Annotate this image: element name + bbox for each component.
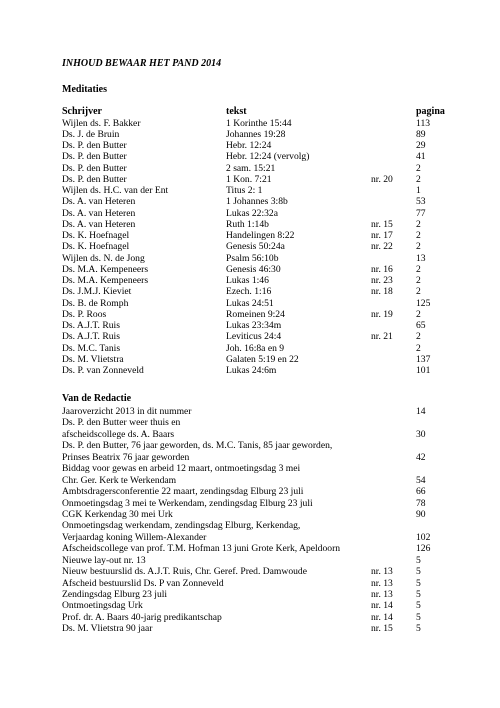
column-header-tekst: tekst	[226, 106, 247, 117]
author-cell: Ds. J.M.J. Kieviet	[62, 286, 132, 298]
item-title: Ds. P. den Butter weer thuis en	[62, 417, 181, 429]
page-cell: 2	[416, 331, 421, 343]
scripture-cell: Lukas 24:6m	[226, 365, 277, 376]
issue-number-cell: nr. 14	[371, 600, 393, 612]
item-title: Verjaardag koning Willem-Alexander	[62, 531, 207, 543]
redactie-row	[62, 532, 462, 543]
scripture-cell: Titus 2: 1	[226, 185, 263, 196]
author-cell: Ds. P. van Zonneveld	[62, 365, 144, 376]
page-cell: 2	[416, 162, 421, 174]
item-title: Ontmoetingsdag Urk	[62, 600, 143, 612]
meditatie-row	[62, 253, 462, 264]
meditatie-row	[62, 275, 462, 286]
scripture-cell: Genesis 50:24a	[226, 241, 285, 253]
page-cell: 5	[416, 600, 421, 612]
scripture-cell: 1 Kon. 7:21	[226, 173, 272, 185]
issue-number-cell: nr. 15	[371, 218, 393, 230]
meditatie-row	[62, 140, 462, 151]
author-cell: Ds. M.C. Tanis	[62, 342, 121, 354]
page-cell: 42	[416, 451, 426, 463]
issue-number-cell: nr. 16	[371, 263, 393, 275]
meditatie-row	[62, 196, 462, 207]
page-cell: 113	[416, 117, 431, 129]
redactie-row	[62, 600, 462, 611]
page-cell: 2	[416, 218, 421, 230]
item-title: Ds. M. Vlietstra 90 jaar	[62, 623, 153, 635]
author-cell: Ds. K. Hoefnagel	[62, 241, 130, 253]
author-cell: Wijlen ds. N. de Jong	[62, 252, 145, 264]
meditatie-row	[62, 343, 462, 354]
meditatie-row	[62, 241, 462, 252]
redactie-row	[62, 498, 462, 509]
item-title: Biddag voor gewas en arbeid 12 maart, ontmoetingsdag 3 mei	[62, 463, 301, 475]
redactie-rows	[62, 406, 462, 635]
author-cell: Ds. A. van Heteren	[62, 196, 136, 208]
redactie-row	[62, 566, 462, 577]
scripture-cell: Galaten 5:19 en 22	[226, 353, 299, 365]
redactie-row	[62, 475, 462, 486]
redactie-row	[62, 406, 462, 417]
scripture-cell: Romeinen 9:24	[226, 308, 285, 320]
meditatie-row	[62, 298, 462, 309]
scripture-cell: Hebr. 12:24 (vervolg)	[226, 151, 310, 163]
page-cell: 2	[416, 241, 421, 253]
meditatie-row	[62, 264, 462, 275]
page-cell: 1	[416, 185, 421, 196]
issue-number-cell: nr. 18	[371, 286, 393, 298]
page-cell: 125	[416, 297, 431, 309]
scripture-cell: 1 Johannes 3:8b	[226, 196, 288, 208]
scripture-cell: Joh. 16:8a en 9	[226, 342, 285, 354]
redactie-row	[62, 555, 462, 566]
author-cell: Ds. J. de Bruin	[62, 128, 120, 140]
page-cell: 41	[416, 151, 426, 163]
page-cell: 66	[416, 486, 426, 498]
meditatie-row	[62, 151, 462, 162]
page-cell: 90	[416, 508, 426, 520]
scripture-cell: Johannes 19:28	[226, 128, 286, 140]
meditatie-row	[62, 208, 462, 219]
item-title: afscheidscollege ds. A. Baars	[62, 428, 175, 440]
author-cell: Ds. A. van Heteren	[62, 218, 136, 230]
document-title: INHOUD BEWAAR HET PAND 2014	[62, 58, 222, 69]
page-cell: 30	[416, 428, 426, 440]
issue-number-cell: nr. 13	[371, 566, 393, 578]
table-header-row	[62, 106, 462, 118]
section-heading-redactie: Van de Redactie	[62, 393, 132, 404]
issue-number-cell: nr. 21	[371, 331, 393, 343]
item-title: Nieuwe lay-out nr. 13	[62, 554, 146, 566]
scripture-cell: Hebr. 12:24	[226, 140, 272, 151]
redactie-row	[62, 543, 462, 554]
page-cell: 2	[416, 173, 421, 185]
issue-number-cell: nr. 13	[371, 577, 393, 589]
item-title: Jaaroverzicht 2013 in dit nummer	[62, 406, 192, 417]
author-cell: Ds. P. den Butter	[62, 151, 127, 163]
page-cell: 2	[416, 308, 421, 320]
item-title: Chr. Ger. Kerk te Werkendam	[62, 474, 177, 486]
item-title: Prinses Beatrix 76 jaar geworden	[62, 451, 190, 463]
redactie-row	[62, 623, 462, 634]
page-cell: 77	[416, 207, 426, 219]
scripture-cell: Psalm 56:10b	[226, 252, 279, 264]
page-cell: 29	[416, 140, 426, 151]
page-cell: 5	[416, 554, 421, 566]
redactie-row	[62, 463, 462, 474]
issue-number-cell: nr. 20	[371, 173, 393, 185]
author-cell: Ds. M.A. Kempeneers	[62, 263, 149, 275]
page-cell: 2	[416, 342, 421, 354]
item-title: Zendingsdag Elburg 23 juli	[62, 589, 168, 600]
column-header-pagina: pagina	[416, 106, 445, 117]
author-cell: Ds. P. den Butter	[62, 140, 127, 151]
meditatie-row	[62, 174, 462, 185]
scripture-cell: Lukas 1:46	[226, 275, 269, 286]
redactie-row	[62, 486, 462, 497]
issue-number-cell: nr. 14	[371, 611, 393, 623]
author-cell: Ds. A.J.T. Ruis	[62, 320, 120, 331]
scripture-cell: 1 Korinthe 15:44	[226, 117, 292, 129]
meditatie-row	[62, 163, 462, 174]
section-heading-meditaties: Meditaties	[62, 84, 107, 95]
page-cell: 89	[416, 128, 426, 140]
meditatie-row	[62, 118, 462, 129]
page-cell: 2	[416, 263, 421, 275]
meditatie-row	[62, 331, 462, 342]
page-cell: 78	[416, 497, 426, 509]
author-cell: Ds. M.A. Kempeneers	[62, 275, 149, 286]
meditatie-row	[62, 129, 462, 140]
issue-number-cell: nr. 22	[371, 241, 393, 253]
page-cell: 101	[416, 365, 431, 376]
page-cell: 126	[416, 543, 431, 555]
author-cell: Ds. A. van Heteren	[62, 207, 136, 219]
redactie-row	[62, 520, 462, 531]
meditatie-row	[62, 320, 462, 331]
redactie-row	[62, 417, 462, 428]
item-title: Ambtsdragersconferentie 22 maart, zendingsdag Elburg 23 juli	[62, 486, 304, 498]
page-cell: 102	[416, 531, 431, 543]
column-header-schrijver: Schrijver	[62, 106, 102, 117]
meditatie-row	[62, 309, 462, 320]
issue-number-cell: nr. 17	[371, 230, 393, 241]
author-cell: Ds. P. den Butter	[62, 173, 127, 185]
page-cell: 54	[416, 474, 426, 486]
meditaties-rows	[62, 118, 462, 377]
issue-number-cell: nr. 15	[371, 623, 393, 635]
scripture-cell: Lukas 22:32a	[226, 207, 278, 219]
author-cell: Wijlen ds. F. Bakker	[62, 117, 141, 129]
item-title: Nieuw bestuurslid ds. A.J.T. Ruis, Chr. Geref. Pred. Damwoude	[62, 566, 307, 578]
scripture-cell: Ruth 1:14b	[226, 218, 269, 230]
issue-number-cell: nr. 19	[371, 308, 393, 320]
item-title: Onmoetingsdag werkendam, zendingsdag Elburg, Kerkendag,	[62, 520, 301, 532]
scripture-cell: Genesis 46:30	[226, 263, 281, 275]
author-cell: Ds. A.J.T. Ruis	[62, 331, 120, 343]
meditatie-row	[62, 185, 462, 196]
scripture-cell: Lukas 24:51	[226, 297, 274, 309]
page-cell: 5	[416, 577, 421, 589]
page-cell: 65	[416, 320, 426, 331]
item-title: Afscheid bestuurslid Ds. P van Zonneveld	[62, 577, 224, 589]
page-cell: 5	[416, 566, 421, 578]
item-title: Onmoetingsdag 3 mei te Werkendam, zendingsdag Elburg 23 juli	[62, 497, 313, 509]
meditatie-row	[62, 354, 462, 365]
redactie-row	[62, 452, 462, 463]
page-cell: 14	[416, 406, 426, 417]
author-cell: Ds. M. Vlietstra	[62, 353, 124, 365]
scripture-cell: Lukas 23:34m	[226, 320, 282, 331]
redactie-list	[62, 406, 462, 635]
meditatie-row	[62, 219, 462, 230]
page-cell: 5	[416, 611, 421, 623]
issue-number-cell: nr. 13	[371, 589, 393, 600]
page-cell: 5	[416, 623, 421, 635]
item-title: CGK Kerkendag 30 mei Urk	[62, 508, 173, 520]
scripture-cell: 2 sam. 15:21	[226, 162, 276, 174]
redactie-row	[62, 612, 462, 623]
redactie-row	[62, 429, 462, 440]
author-cell: Ds. K. Hoefnagel	[62, 230, 130, 241]
author-cell: Ds. P. Roos	[62, 308, 107, 320]
redactie-row	[62, 589, 462, 600]
redactie-row	[62, 509, 462, 520]
item-title: Afscheidscollege van prof. T.M. Hofman 13 juni Grote Kerk, Apeldoorn	[62, 543, 341, 555]
author-cell: Ds. P. den Butter	[62, 162, 127, 174]
page-cell: 2	[416, 275, 421, 286]
page-cell: 13	[416, 252, 426, 264]
redactie-row	[62, 440, 462, 451]
author-cell: Ds. B. de Romph	[62, 297, 129, 309]
page-cell: 2	[416, 286, 421, 298]
item-title: Prof. dr. A. Baars 40-jarig predikantschap	[62, 611, 222, 623]
meditaties-table	[62, 106, 462, 376]
scripture-cell: Leviticus 24:4	[226, 331, 282, 343]
meditatie-row	[62, 230, 462, 241]
scripture-cell: Ezech. 1:16	[226, 286, 272, 298]
page-cell: 2	[416, 230, 421, 241]
redactie-row	[62, 578, 462, 589]
meditatie-row	[62, 286, 462, 297]
page-cell: 53	[416, 196, 426, 208]
author-cell: Wijlen ds. H.C. van der Ent	[62, 185, 169, 196]
page-cell: 5	[416, 589, 421, 600]
page-cell: 137	[416, 353, 431, 365]
item-title: Ds. P. den Butter, 76 jaar geworden, ds. M.C. Tanis, 85 jaar geworden,	[62, 440, 333, 452]
meditatie-row	[62, 365, 462, 376]
issue-number-cell: nr. 23	[371, 275, 393, 286]
scripture-cell: Handelingen 8:22	[226, 230, 295, 241]
